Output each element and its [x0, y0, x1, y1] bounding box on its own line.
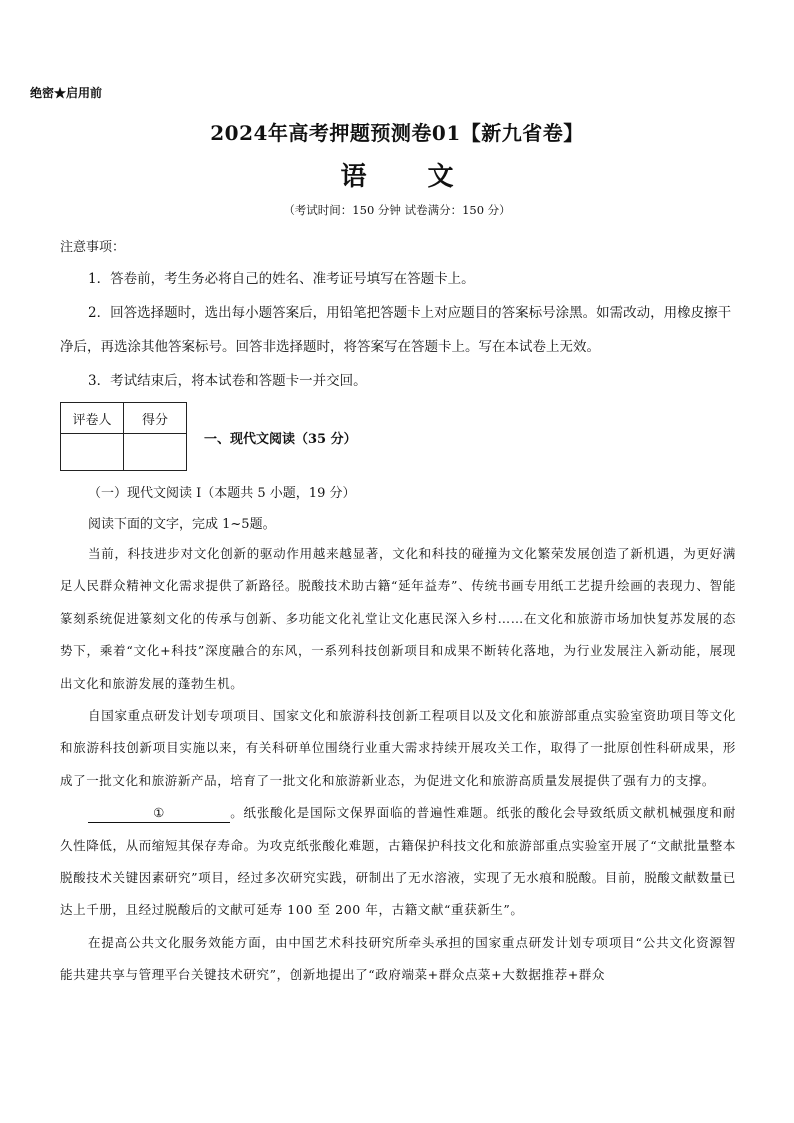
top-secret-label: 绝密★启用前: [30, 86, 103, 100]
fill-blank-1: ①: [88, 804, 230, 823]
score-table-cell-score: [124, 434, 187, 471]
notice-list: [60, 262, 740, 398]
exam-info: （考试时间：150 分钟 试卷满分：150 分）: [283, 203, 511, 217]
notice-item-1: 1．答卷前，考生务必将自己的姓名、准考证号填写在答题卡上。: [88, 271, 475, 287]
section-instruction: 阅读下面的文字，完成 1~5题。: [88, 517, 276, 532]
notice-title: 注意事项：: [60, 240, 126, 255]
subject-title: 语 文: [340, 162, 480, 192]
passage-paragraph-3-text: 。纸张酸化是国际文保界面临的普遍性难题。纸张的酸化会导致纸质文献机械强度和耐久性降低，从而缩短其保存寿命。为攻克纸张酸化难题，古籍保护科技文化和旅游部重点实验室开展了“文献批量整本脱酸技术关键因素研究”项目，经过多次研究实践，研制出了无水溶液，实现了无水痕和脱酸。目前，脱酸文献数量已达上千册，且经过脱酸后的文献可延寿 100 至 200 年，古籍文献“重获新生”。: [60, 805, 736, 918]
passage-paragraph-2: 自国家重点研发计划专项项目、国家文化和旅游科技创新工程项目以及文化和旅游部重点实验室资助项目等文化和旅游科技创新项目实施以来，有关科研单位围绕行业重大需求持续开展攻关工作，取得了一批原创性科研成果，形成了一批文化和旅游新产品，培育了一批文化和旅游新业态，为促进文化和旅游高质量发展提供了强有力的支撑。: [60, 708, 736, 788]
section-title: 一、现代文阅读（35 分）: [204, 432, 357, 447]
score-table-cell-grader: [61, 434, 124, 471]
passage: [60, 538, 736, 992]
passage-paragraph-4: 在提高公共文化服务效能方面，由中国艺术科技研究所牵头承担的国家重点研发计划专项项目“公共文化资源智能共建共享与管理平台关键技术研究”，创新地提出了“政府端菜+群众点菜+大数据推荐+群众: [60, 934, 736, 983]
passage-paragraph-1: 当前，科技进步对文化创新的驱动作用越来越显著，文化和科技的碰撞为文化繁荣发展创造了新机遇，为更好满足人民群众精神文化需求提供了新路径。脱酸技术助古籍“延年益寿”、传统书画专用纸工艺提升绘画的表现力、智能篆刻系统促进篆刻文化的传承与创新、多功能文化礼堂让文化惠民深入乡村……在文化和旅游市场加快复苏发展的态势下，乘着“文化+科技”深度融合的东风，一系列科技创新项目和成果不断转化落地，为行业发展注入新动能，展现出文化和旅游发展的蓬勃生机。: [60, 546, 736, 691]
score-table-header-grader: 评卷人: [61, 403, 124, 434]
notice-item-3: 3．考试结束后，将本试卷和答题卡一并交回。: [88, 373, 367, 389]
notice-item-2: 2．回答选择题时，选出每小题答案后，用铅笔把答题卡上对应题目的答案标号涂黑。如需改动，用橡皮擦干净后，再选涂其他答案标号。回答非选择题时，将答案写在答题卡上。写在本试卷上无效。: [60, 305, 732, 355]
exam-title: 2024年高考押题预测卷01【新九省卷】: [210, 121, 584, 145]
score-table-header-score: 得分: [124, 403, 187, 434]
score-table: [60, 402, 187, 471]
section-sub-title: （一）现代文阅读 I（本题共 5 小题，19 分）: [88, 486, 356, 501]
passage-paragraph-3: [60, 797, 736, 927]
